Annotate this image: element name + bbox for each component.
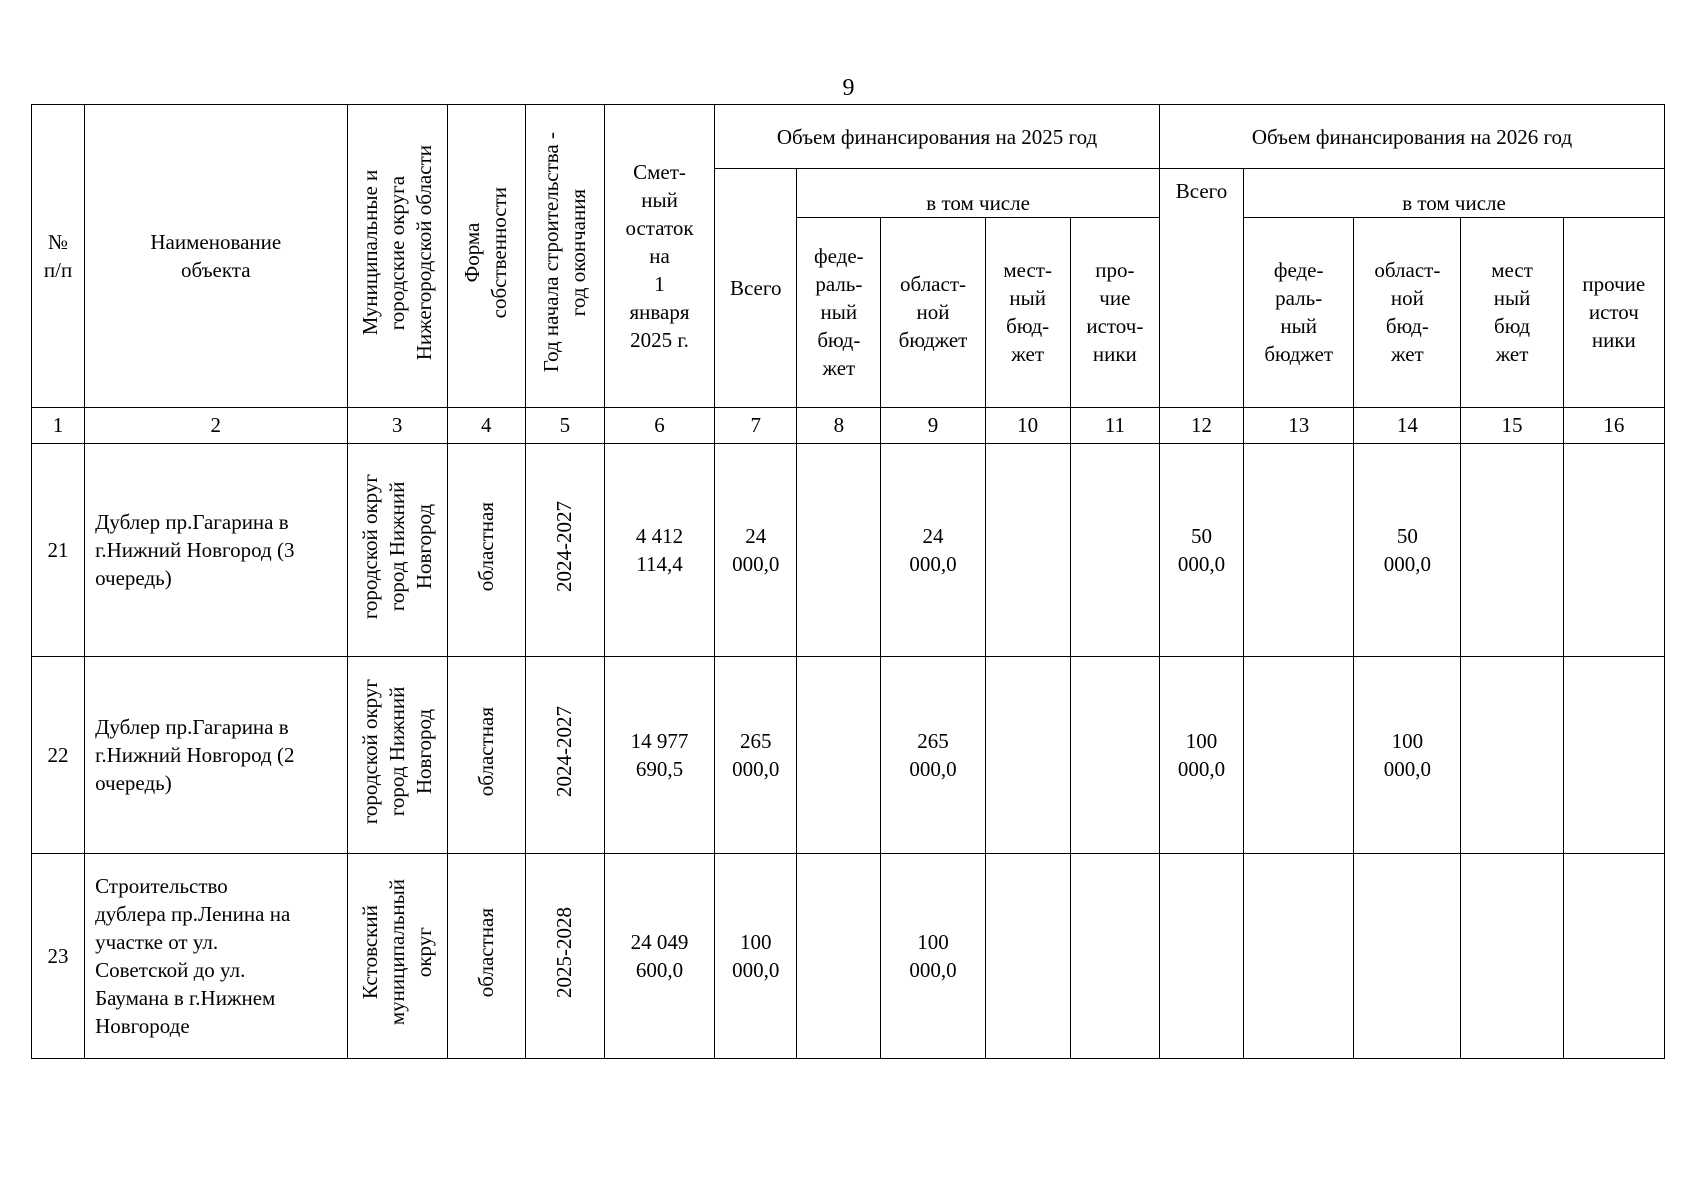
header-oth-2025: про- чие источ- ники xyxy=(1070,217,1159,407)
row-total-2026: 100 000,0 xyxy=(1159,656,1243,853)
row-total-2025: 100 000,0 xyxy=(715,853,797,1058)
row-years: 2025-2028 xyxy=(525,853,604,1058)
row-fed-2026 xyxy=(1244,656,1354,853)
header-total-2026: Всего xyxy=(1159,169,1243,407)
row-ownership: областная xyxy=(447,853,525,1058)
row-fed-2026 xyxy=(1244,853,1354,1058)
column-number: 8 xyxy=(797,407,881,443)
column-number: 3 xyxy=(347,407,447,443)
column-number: 14 xyxy=(1354,407,1461,443)
row-loc-2026 xyxy=(1461,853,1563,1058)
row-loc-2026 xyxy=(1461,656,1563,853)
row-oth-2025 xyxy=(1070,443,1159,656)
page-number: 9 xyxy=(842,75,855,101)
header-name: Наименование объекта xyxy=(85,105,347,408)
column-number: 4 xyxy=(447,407,525,443)
header-group-2026: Объем финансирования на 2026 год xyxy=(1159,105,1664,169)
column-number: 9 xyxy=(881,407,985,443)
financing-table xyxy=(31,104,1665,1059)
row-estimate: 24 049 600,0 xyxy=(604,853,714,1058)
column-number: 15 xyxy=(1461,407,1563,443)
row-ownership: областная xyxy=(447,443,525,656)
header-estimate: Смет- ный остаток на 1 января 2025 г. xyxy=(604,105,714,408)
row-oth-2025 xyxy=(1070,853,1159,1058)
row-reg-2025: 265 000,0 xyxy=(881,656,985,853)
row-municipality: городской округ город Нижний Новгород xyxy=(347,443,447,656)
row-estimate: 14 977 690,5 xyxy=(604,656,714,853)
row-total-2025: 24 000,0 xyxy=(715,443,797,656)
column-number: 16 xyxy=(1563,407,1664,443)
header-num: № п/п xyxy=(32,105,85,408)
row-fed-2025 xyxy=(797,656,881,853)
row-reg-2026: 100 000,0 xyxy=(1354,656,1461,853)
row-num: 21 xyxy=(32,443,85,656)
header-oth-2026: прочие источ ники xyxy=(1563,217,1664,407)
column-number: 12 xyxy=(1159,407,1243,443)
row-loc-2025 xyxy=(985,656,1070,853)
column-number: 10 xyxy=(985,407,1070,443)
table-row xyxy=(32,853,1665,1058)
header-ownership: Форма собственности xyxy=(447,105,525,408)
row-fed-2025 xyxy=(797,443,881,656)
column-number: 5 xyxy=(525,407,604,443)
row-oth-2026 xyxy=(1563,853,1664,1058)
header-group-2025: Объем финансирования на 2025 год xyxy=(715,105,1160,169)
row-years: 2024-2027 xyxy=(525,443,604,656)
column-number: 6 xyxy=(604,407,714,443)
row-municipality: Кстовский муниципальный округ xyxy=(347,853,447,1058)
table-row xyxy=(32,443,1665,656)
table-row xyxy=(32,656,1665,853)
row-total-2026 xyxy=(1159,853,1243,1058)
header-including-2025: в том числе xyxy=(797,169,1160,217)
header-municipality: Муниципальные и городские округа Нижегородской области xyxy=(347,105,447,408)
header-reg-2025: област- ной бюджет xyxy=(881,217,985,407)
row-name: Дублер пр.Гагарина в г.Нижний Новгород (2 очередь) xyxy=(85,656,347,853)
row-oth-2026 xyxy=(1563,656,1664,853)
header-years: Год начала строительства - год окончания xyxy=(525,105,604,408)
row-name: Строительство дублера пр.Ленина на участке от ул. Советской до ул. Баумана в г.Нижнем Новгороде xyxy=(85,853,347,1058)
row-reg-2026 xyxy=(1354,853,1461,1058)
row-name: Дублер пр.Гагарина в г.Нижний Новгород (3 очередь) xyxy=(85,443,347,656)
row-oth-2026 xyxy=(1563,443,1664,656)
row-reg-2025: 100 000,0 xyxy=(881,853,985,1058)
column-number: 2 xyxy=(85,407,347,443)
header-fed-2026: феде- раль- ный бюджет xyxy=(1244,217,1354,407)
header-loc-2026: мест ный бюд жет xyxy=(1461,217,1563,407)
header-total-2025: Всего xyxy=(715,169,797,407)
header-including-2026: в том числе xyxy=(1244,169,1665,217)
row-fed-2026 xyxy=(1244,443,1354,656)
row-num: 23 xyxy=(32,853,85,1058)
row-ownership: областная xyxy=(447,656,525,853)
row-loc-2025 xyxy=(985,443,1070,656)
row-estimate: 4 412 114,4 xyxy=(604,443,714,656)
row-num: 22 xyxy=(32,656,85,853)
header-fed-2025: феде- раль- ный бюд- жет xyxy=(797,217,881,407)
header-row xyxy=(32,105,1665,169)
row-reg-2025: 24 000,0 xyxy=(881,443,985,656)
row-fed-2025 xyxy=(797,853,881,1058)
column-number: 1 xyxy=(32,407,85,443)
row-loc-2025 xyxy=(985,853,1070,1058)
header-reg-2026: област- ной бюд- жет xyxy=(1354,217,1461,407)
row-municipality: городской округ город Нижний Новгород xyxy=(347,656,447,853)
row-reg-2026: 50 000,0 xyxy=(1354,443,1461,656)
column-number: 7 xyxy=(715,407,797,443)
column-number: 13 xyxy=(1244,407,1354,443)
row-total-2026: 50 000,0 xyxy=(1159,443,1243,656)
column-number: 11 xyxy=(1070,407,1159,443)
header-loc-2025: мест- ный бюд- жет xyxy=(985,217,1070,407)
row-oth-2025 xyxy=(1070,656,1159,853)
row-loc-2026 xyxy=(1461,443,1563,656)
row-total-2025: 265 000,0 xyxy=(715,656,797,853)
row-years: 2024-2027 xyxy=(525,656,604,853)
column-numbers-row xyxy=(32,407,1665,443)
